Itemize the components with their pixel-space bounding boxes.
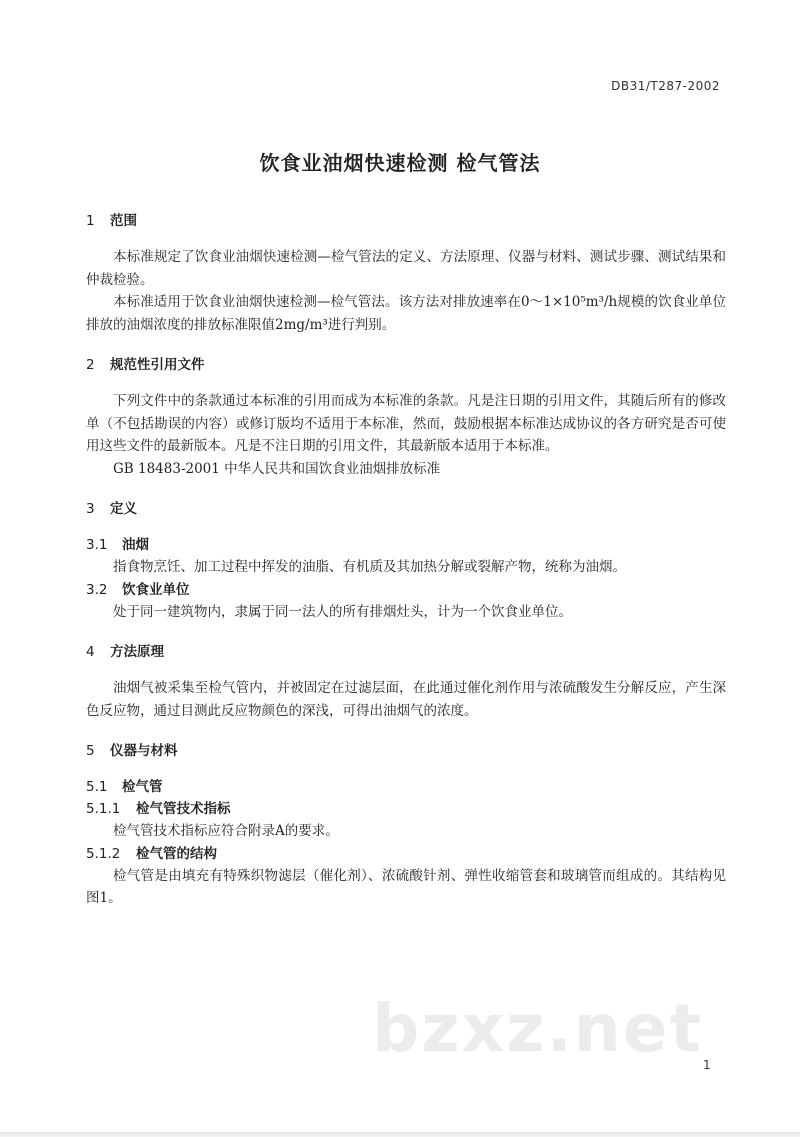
- paragraph: 检气管技术指标应符合附录A的要求。: [113, 823, 339, 839]
- page-number: 1: [703, 1058, 711, 1072]
- document-title: 饮食业油烟快速检测 检气管法: [259, 151, 541, 175]
- subsection-heading-5-1-1: [86, 798, 726, 820]
- section-heading-3: [86, 498, 726, 520]
- section-title: 规范性引用文件: [110, 357, 205, 373]
- document-body: [86, 210, 726, 910]
- subsection-title: 检气管的结构: [136, 845, 217, 862]
- paragraph: 油烟气被采集至检气管内，并被固定在过滤层面，在此通过催化剂作用与浓硫酸发生分解反应，产生深色反应物，通过目测此反应物颜色的深浅，可得出油烟气的浓度。: [86, 680, 726, 719]
- paragraph: 处于同一建筑物内，隶属于同一法人的所有排烟灶头，计为一个饮食业单位。: [113, 603, 572, 620]
- subsection-number: 5.1.1: [86, 801, 121, 817]
- watermark: bzxz.net: [372, 990, 704, 1067]
- page-edge: [0, 1132, 800, 1137]
- subsection-number: 5.1.2: [86, 845, 121, 862]
- subsection-heading-5-1-2: [86, 843, 726, 865]
- subsection-heading-5-1: [86, 776, 726, 798]
- subsection-title: 油烟: [122, 537, 149, 553]
- subsection-number: 3.1: [86, 537, 108, 553]
- section-number: 2: [86, 357, 95, 373]
- subsection-heading-3-1: [86, 534, 726, 556]
- section-number: 3: [86, 501, 95, 517]
- document-id: DB31/T287-2002: [611, 79, 720, 93]
- section-title: 方法原理: [110, 644, 164, 660]
- section-number: 5: [86, 743, 95, 759]
- section-heading-2: [86, 354, 726, 376]
- section-heading-4: [86, 641, 726, 663]
- section-number: 1: [86, 213, 95, 229]
- section-title: 定义: [110, 501, 137, 517]
- section-heading-5: [86, 740, 726, 762]
- reference-entry: GB 18483-2001 中华人民共和国饮食业油烟排放标准: [113, 460, 441, 477]
- subsection-title: 饮食业单位: [122, 581, 190, 598]
- paragraph: 下列文件中的条款通过本标准的引用而成为本标准的条款。凡是注日期的引用文件，其随后所有的修改单（不包括勘误的内容）或修订版均不适用于本标准，然而，鼓励根据本标准达成协议的各方研究是否可使用这些文件的最新版本。凡是不注日期的引用文件，其最新版本适用于本标准。: [86, 393, 726, 454]
- paragraph: 本标准适用于饮食业油烟快速检测—检气管法。该方法对排放速率在0～1×10⁵m³/h规模的饮食业单位排放的油烟浓度的排放标准限值2mg/m³进行判别。: [86, 294, 726, 333]
- paragraph: 本标准规定了饮食业油烟快速检测—检气管法的定义、方法原理、仪器与材料、测试步骤、测试结果和仲裁检验。: [86, 249, 726, 288]
- section-heading-1: [86, 210, 726, 232]
- section-title: 范围: [110, 213, 137, 229]
- subsection-heading-3-2: [86, 579, 726, 601]
- section-number: 4: [86, 644, 95, 660]
- section-title: 仪器与材料: [110, 743, 178, 759]
- subsection-title: 检气管技术指标: [136, 801, 231, 817]
- subsection-number: 3.2: [86, 581, 108, 598]
- subsection-title: 检气管: [122, 779, 163, 795]
- paragraph: 检气管是由填充有特殊织物滤层（催化剂）、浓硫酸针剂、弹性收缩管套和玻璃管而组成的。其结构见图1。: [86, 867, 726, 906]
- subsection-number: 5.1: [86, 779, 108, 795]
- paragraph: 指食物烹饪、加工过程中挥发的油脂、有机质及其加热分解或裂解产物，统称为油烟。: [113, 559, 626, 575]
